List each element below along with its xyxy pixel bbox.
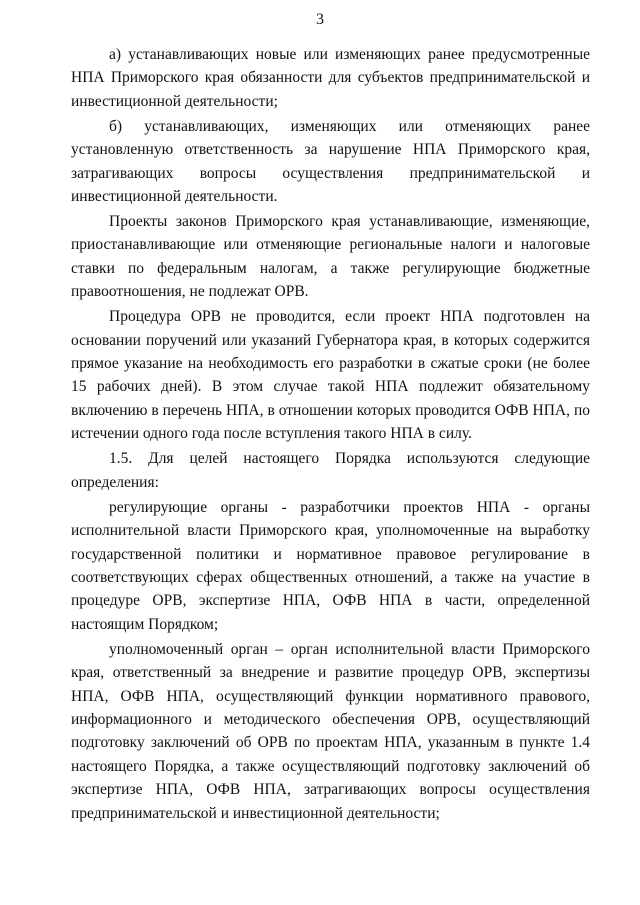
paragraph-item-a: а) устанавливающих новые или изменяющих ранее предусмотренные НПА Приморского края обязанности для субъектов предпринимательской и инвестиционной деятельности; [71, 46, 590, 110]
paragraph-section-1-5: 1.5. Для целей настоящего Порядка используются следующие определения: [71, 450, 590, 491]
paragraph-orv-exception: Процедура ОРВ не проводится, если проект НПА подготовлен на основании поручений или указаний Губернатора края, в которых содержится прямое указание на необходимость его разработки в сжатые сроки (не более 15 рабочих дней). В этом случае такой НПА подлежит обязательному включению в перечень НПА, в отношении которых проводится ОФВ НПА, по истечении одного года после вступления такого НПА в силу. [71, 308, 590, 443]
paragraph-tax-laws: Проекты законов Приморского края устанавливающие, изменяющие, приостанавливающие или отменяющие региональные налоги и налоговые ставки по федеральным налогам, а также регулирующие бюджетные правоотношения, не подлежат ОРВ. [71, 213, 590, 301]
paragraph-regulating-bodies: регулирующие органы - разработчики проектов НПА - органы исполнительной власти Приморского края, уполномоченные на выработку государственной политики и нормативное правовое регулирование в соответствующих сферах общественных отношений, а также на участие в процедуре ОРВ, экспертизе НПА, ОФВ НПА в части, определенной настоящим Порядком; [71, 498, 590, 633]
document-body [71, 43, 590, 827]
paragraph-item-b: б) устанавливающих, изменяющих или отменяющих ранее установленную ответственность за нарушение НПА Приморского края, затрагивающих вопросы осуществления предпринимательской и инвестиционной деятельности. [71, 117, 590, 206]
page-number: 3 [316, 11, 324, 28]
paragraph-authorized-body: уполномоченный орган – орган исполнительной власти Приморского края, ответственный за внедрение и развитие процедур ОРВ, экспертизы НПА, ОФВ НПА, осуществляющий функции нормативного правового, информационного и методического обеспечения ОРВ, осуществляющий подготовку заключений об ОРВ по проектам НПА, указанным в пункте 1.4 настоящего Порядка, а также осуществляющий подготовку заключений об экспертизе НПА, ОФВ НПА, затрагивающих вопросы осуществления предпринимательской и инвестиционной деятельности; [71, 640, 590, 822]
